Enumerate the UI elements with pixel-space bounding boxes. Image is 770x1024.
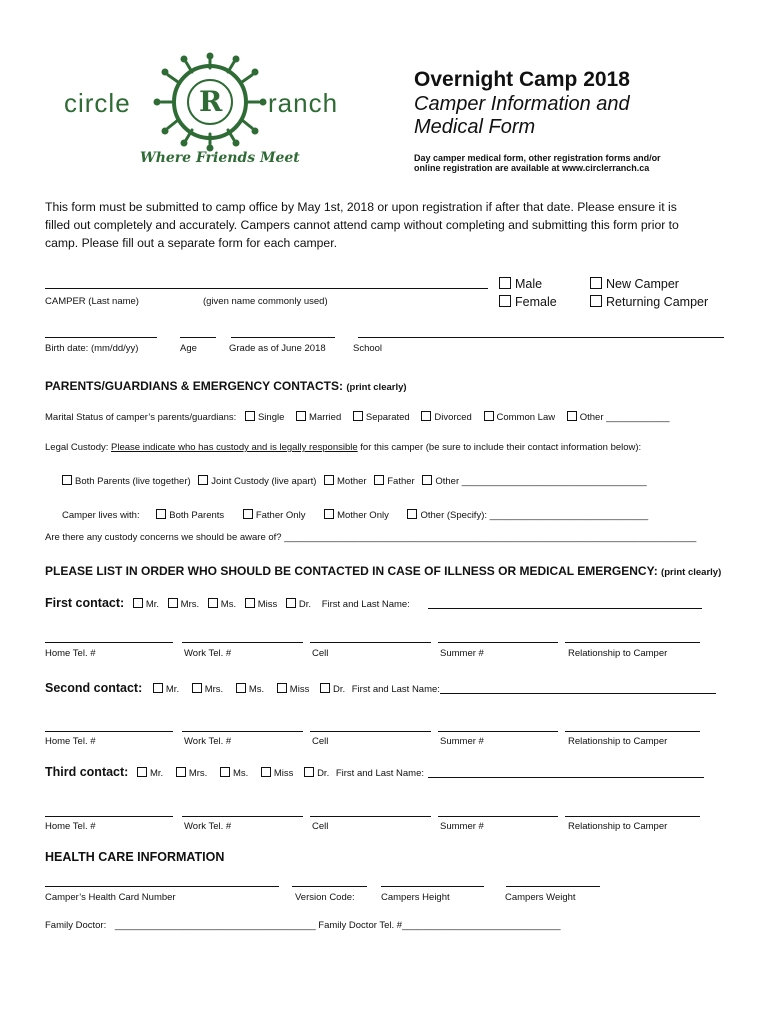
cell-label: Cell [312, 821, 329, 832]
checkbox-icon[interactable] [590, 277, 602, 289]
health-heading: HEALTH CARE INFORMATION [45, 850, 225, 864]
checkbox-icon[interactable] [324, 509, 334, 519]
lives-with-both[interactable]: Both Parents [156, 509, 224, 521]
checkbox-icon[interactable] [62, 475, 72, 485]
weight-label: Campers Weight [505, 892, 576, 903]
checkbox-icon[interactable] [353, 411, 363, 421]
first-summer-field[interactable] [438, 642, 558, 643]
third-home-tel-field[interactable] [45, 816, 173, 817]
title-line-2: Camper Information and [414, 93, 630, 115]
third-cell-field[interactable] [310, 816, 431, 817]
emergency-heading: PLEASE LIST IN ORDER WHO SHOULD BE CONTACTED IN CASE OF ILLNESS OR MEDICAL EMERGENCY: (print clearly) [45, 564, 722, 578]
camper-type-returning[interactable]: Returning Camper [590, 293, 708, 311]
intro-line-1: This form must be submitted to camp office by May 1st, 2018 or upon registration if after that date. Please ensure it is [45, 200, 677, 214]
checkbox-icon[interactable] [320, 683, 330, 693]
title-line-1: Overnight Camp 2018 [414, 68, 630, 91]
checkbox-icon[interactable] [304, 767, 314, 777]
birth-date-label: Birth date: (mm/dd/yy) [45, 343, 139, 354]
checkbox-icon[interactable] [484, 411, 494, 421]
health-card-label: Camper’s Health Card Number [45, 892, 176, 903]
checkbox-icon[interactable] [168, 598, 178, 608]
marital-separated[interactable]: Separated [353, 411, 410, 423]
checkbox-icon[interactable] [277, 683, 287, 693]
third-contact-row [45, 765, 424, 779]
intro-line-3: camp. Please fill out a separate form for each camper. [45, 236, 337, 250]
legal-custody-label: Legal Custody: [45, 442, 109, 453]
checkbox-icon[interactable] [208, 598, 218, 608]
marital-status-row [45, 411, 679, 423]
summer-label: Summer # [440, 648, 484, 659]
family-doctor-label: Family Doctor: [45, 920, 107, 931]
checkbox-icon[interactable] [567, 411, 577, 421]
checkbox-icon[interactable] [137, 767, 147, 777]
first-contact-name-field[interactable] [428, 608, 702, 609]
lives-with-mother[interactable]: Mother Only [324, 509, 389, 521]
title-ms[interactable]: Ms. [208, 598, 236, 610]
title-ms[interactable]: Ms. [220, 767, 248, 779]
third-work-tel-field[interactable] [182, 816, 303, 817]
first-contact-label: First contact: [45, 596, 125, 610]
checkbox-icon[interactable] [421, 411, 431, 421]
checkbox-icon[interactable] [499, 295, 511, 307]
title-mr[interactable]: Mr. [153, 683, 179, 695]
age-field[interactable] [180, 337, 216, 338]
camper-name-field[interactable] [45, 288, 488, 289]
second-contact-row [45, 681, 440, 695]
second-contact-name-field[interactable] [440, 693, 716, 694]
title-mrs[interactable]: Mrs. [176, 767, 207, 779]
name-label: First and Last Name: [351, 684, 440, 695]
lives-with-other[interactable]: Other (Specify): ______________________________ [407, 509, 648, 521]
version-code-field[interactable] [292, 886, 367, 887]
checkbox-icon[interactable] [176, 767, 186, 777]
marital-other[interactable]: Other ____________ [567, 411, 670, 423]
work-tel-label: Work Tel. # [184, 648, 232, 659]
checkbox-icon[interactable] [286, 598, 296, 608]
checkbox-icon[interactable] [220, 767, 230, 777]
school-label: School [353, 343, 383, 354]
checkbox-icon[interactable] [324, 475, 334, 485]
home-tel-label: Home Tel. # [45, 736, 96, 747]
legal-custody-instruction: Please indicate who has custody and is legally responsible [111, 442, 358, 453]
parents-heading: PARENTS/GUARDIANS & EMERGENCY CONTACTS: (print clearly) [45, 379, 407, 393]
relationship-label: Relationship to Camper [568, 648, 668, 659]
checkbox-icon[interactable] [236, 683, 246, 693]
relationship-label: Relationship to Camper [568, 736, 668, 747]
cell-label: Cell [312, 736, 329, 747]
title-miss[interactable]: Miss [261, 767, 294, 779]
home-tel-label: Home Tel. # [45, 821, 96, 832]
first-work-tel-field[interactable] [182, 642, 303, 643]
home-tel-label: Home Tel. # [45, 648, 96, 659]
intro-line-2: filled out completely and accurately. Campers cannot attend camp without completing and submitting this form prior to [45, 218, 679, 232]
logo-letter: R [199, 85, 223, 118]
weight-field[interactable] [506, 886, 600, 887]
title-note-2: online registration are available at www.circlerranch.ca [414, 163, 650, 173]
title-dr[interactable]: Dr. [320, 683, 345, 695]
emergency-heading-note: (print clearly) [661, 567, 722, 578]
family-doctor-field[interactable]: ______________________________________ [114, 920, 316, 931]
second-home-tel-field[interactable] [45, 731, 173, 732]
age-label: Age [180, 343, 197, 354]
title-mr[interactable]: Mr. [137, 767, 163, 779]
gender-options [499, 275, 557, 311]
checkbox-icon[interactable] [198, 475, 208, 485]
lives-with-row [62, 509, 648, 521]
custody-concerns-field[interactable]: Are there any custody concerns we should be aware of? ______________________________________________________________________________ [45, 532, 697, 543]
name-label: First and Last Name: [321, 599, 410, 610]
custody-joint[interactable]: Joint Custody (live apart) [198, 475, 316, 487]
title-note-1: Day camper medical form, other registration forms and/or [414, 153, 661, 163]
title-line-3: Medical Form [414, 116, 536, 138]
title-ms[interactable]: Ms. [236, 683, 264, 695]
custody-options-row [62, 475, 647, 487]
checkbox-icon[interactable] [153, 683, 163, 693]
parents-heading-note: (print clearly) [346, 382, 407, 393]
checkbox-icon[interactable] [245, 411, 255, 421]
checkbox-icon[interactable] [374, 475, 384, 485]
third-contact-label: Third contact: [45, 765, 129, 779]
family-doctor-row [45, 920, 561, 931]
checkbox-icon[interactable] [156, 509, 166, 519]
camper-type-new[interactable]: New Camper [590, 275, 708, 293]
third-summer-field[interactable] [438, 816, 558, 817]
first-contact-row [45, 596, 410, 610]
custody-father[interactable]: Father [374, 475, 414, 487]
name-label: First and Last Name: [335, 768, 425, 779]
checkbox-icon[interactable] [590, 295, 602, 307]
camper-last-name-label: CAMPER (Last name) [45, 296, 139, 307]
camper-type-options [590, 275, 708, 311]
custody-both-parents[interactable]: Both Parents (live together) [62, 475, 191, 487]
checkbox-icon[interactable] [261, 767, 271, 777]
first-cell-field[interactable] [310, 642, 431, 643]
cell-label: Cell [312, 648, 329, 659]
lives-with-label: Camper lives with: [62, 510, 140, 521]
height-field[interactable] [381, 886, 484, 887]
family-doctor-tel-label: Family Doctor Tel. # [318, 920, 403, 931]
second-contact-label: Second contact: [45, 681, 143, 695]
second-work-tel-field[interactable] [182, 731, 303, 732]
logo [60, 52, 360, 172]
birth-date-field[interactable] [45, 337, 157, 338]
third-contact-name-field[interactable] [428, 777, 704, 778]
title-miss[interactable]: Miss [245, 598, 278, 610]
marital-divorced[interactable]: Divorced [421, 411, 472, 423]
work-tel-label: Work Tel. # [184, 736, 232, 747]
custody-other[interactable]: Other ___________________________________ [422, 475, 646, 487]
marital-married[interactable]: Married [296, 411, 341, 423]
second-cell-field[interactable] [310, 731, 431, 732]
school-field[interactable] [358, 337, 724, 338]
lives-with-father[interactable]: Father Only [243, 509, 306, 521]
form-title [414, 68, 661, 173]
checkbox-icon[interactable] [245, 598, 255, 608]
title-miss[interactable]: Miss [277, 683, 310, 695]
second-summer-field[interactable] [438, 731, 558, 732]
version-code-label: Version Code: [295, 892, 355, 903]
logo-text-left: circle [64, 88, 131, 118]
checkbox-icon[interactable] [296, 411, 306, 421]
height-label: Campers Height [381, 892, 450, 903]
camper-given-name-label: (given name commonly used) [203, 296, 328, 307]
summer-label: Summer # [440, 736, 484, 747]
marital-single[interactable]: Single [245, 411, 284, 423]
title-mr[interactable]: Mr. [133, 598, 159, 610]
third-relationship-field[interactable] [565, 816, 700, 817]
title-mrs[interactable]: Mrs. [192, 683, 223, 695]
checkbox-icon[interactable] [407, 509, 417, 519]
logo-text-right: ranch [268, 88, 339, 118]
legal-custody-row [45, 442, 641, 453]
second-relationship-field[interactable] [565, 731, 700, 732]
first-home-tel-field[interactable] [45, 642, 173, 643]
gender-female[interactable]: Female [499, 293, 557, 311]
grade-field[interactable] [231, 337, 335, 338]
checkbox-icon[interactable] [133, 598, 143, 608]
relationship-label: Relationship to Camper [568, 821, 668, 832]
health-card-field[interactable] [45, 886, 279, 887]
marital-status-label: Marital Status of camper’s parents/guardians: [45, 412, 237, 423]
grade-label: Grade as of June 2018 [229, 343, 326, 354]
title-dr[interactable]: Dr. [304, 767, 329, 779]
title-dr[interactable]: Dr. [286, 598, 311, 610]
checkbox-icon[interactable] [422, 475, 432, 485]
checkbox-icon[interactable] [243, 509, 253, 519]
marital-common-law[interactable]: Common Law [484, 411, 556, 423]
custody-mother[interactable]: Mother [324, 475, 367, 487]
logo-tagline: Where Friends Meet [140, 150, 300, 166]
gender-male[interactable]: Male [499, 275, 557, 293]
legal-custody-rest: for this camper (be sure to include their contact information below): [360, 442, 642, 453]
title-mrs[interactable]: Mrs. [168, 598, 199, 610]
work-tel-label: Work Tel. # [184, 821, 232, 832]
family-doctor-tel-field[interactable]: ______________________________ [402, 920, 561, 931]
checkbox-icon[interactable] [499, 277, 511, 289]
checkbox-icon[interactable] [192, 683, 202, 693]
first-relationship-field[interactable] [565, 642, 700, 643]
intro-paragraph [45, 198, 679, 252]
summer-label: Summer # [440, 821, 484, 832]
